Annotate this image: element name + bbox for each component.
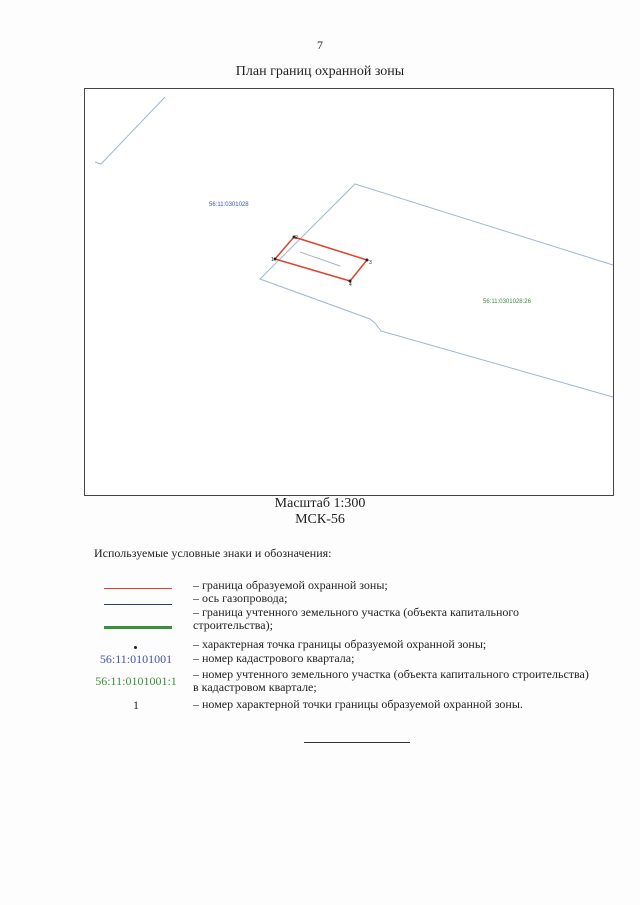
legend-desc: – номер кадастрового квартала; [193, 651, 355, 665]
legend-item [0, 605, 640, 632]
gas-pipeline-axis [300, 252, 340, 266]
zone-border-symbol [104, 588, 172, 589]
legend-item [0, 592, 640, 606]
legend-item [0, 698, 640, 712]
parcel-number-symbol: 56:11:0101001:1 [95, 674, 177, 688]
legend-desc: – характерная точка границы образуемой охранной зоны; [193, 637, 487, 651]
parcel-number-label: 56:11:0301028:26 [483, 299, 531, 305]
boundary-point-1 [274, 258, 277, 261]
legend-desc: – номер характерной точки границы образуемой охранной зоны. [193, 697, 523, 711]
legend-desc: – ось газопровода; [193, 591, 288, 605]
scale-block [0, 496, 640, 528]
point-label-4: 4 [349, 282, 352, 288]
boundary-plan-map [85, 89, 613, 495]
parcel-border-symbol [104, 626, 172, 629]
parcel-boundary-line [260, 184, 613, 397]
gas-axis-symbol [104, 604, 172, 605]
plan-title: План границ охранной зоны [235, 64, 405, 79]
page-number: 7 [317, 38, 323, 52]
point-label-3: 3 [369, 260, 372, 266]
legend-desc: – номер учтенного земельного участка (объекта капитального строительства) в кадастровом квартале; [193, 667, 589, 694]
legend-item [0, 579, 640, 593]
quarter-number-symbol: 56:11:0101001 [99, 652, 173, 666]
legend-desc: – граница учтенного земельного участка (объекта капитального строительства); [193, 605, 520, 632]
point-label-1: 1 [271, 257, 274, 263]
map-boundary-line-topleft [95, 97, 165, 164]
footer-rule [304, 742, 410, 743]
point-label-2: 2 [295, 235, 298, 241]
map-frame [84, 88, 614, 496]
legend-desc: – граница образуемой охранной зоны; [193, 578, 388, 592]
legend-title: Используемые условные знаки и обозначения: [94, 546, 332, 560]
point-number-symbol: 1 [133, 698, 139, 712]
legend-item [0, 652, 640, 666]
scale-text: Масштаб 1:300 [274, 496, 366, 511]
coordinate-system: МСК-56 [295, 512, 345, 527]
legend-item [0, 638, 640, 652]
boundary-point-symbol [134, 646, 137, 649]
legend-item [0, 667, 640, 694]
cadastral-quarter-label: 56:11:0301028 [209, 202, 249, 208]
